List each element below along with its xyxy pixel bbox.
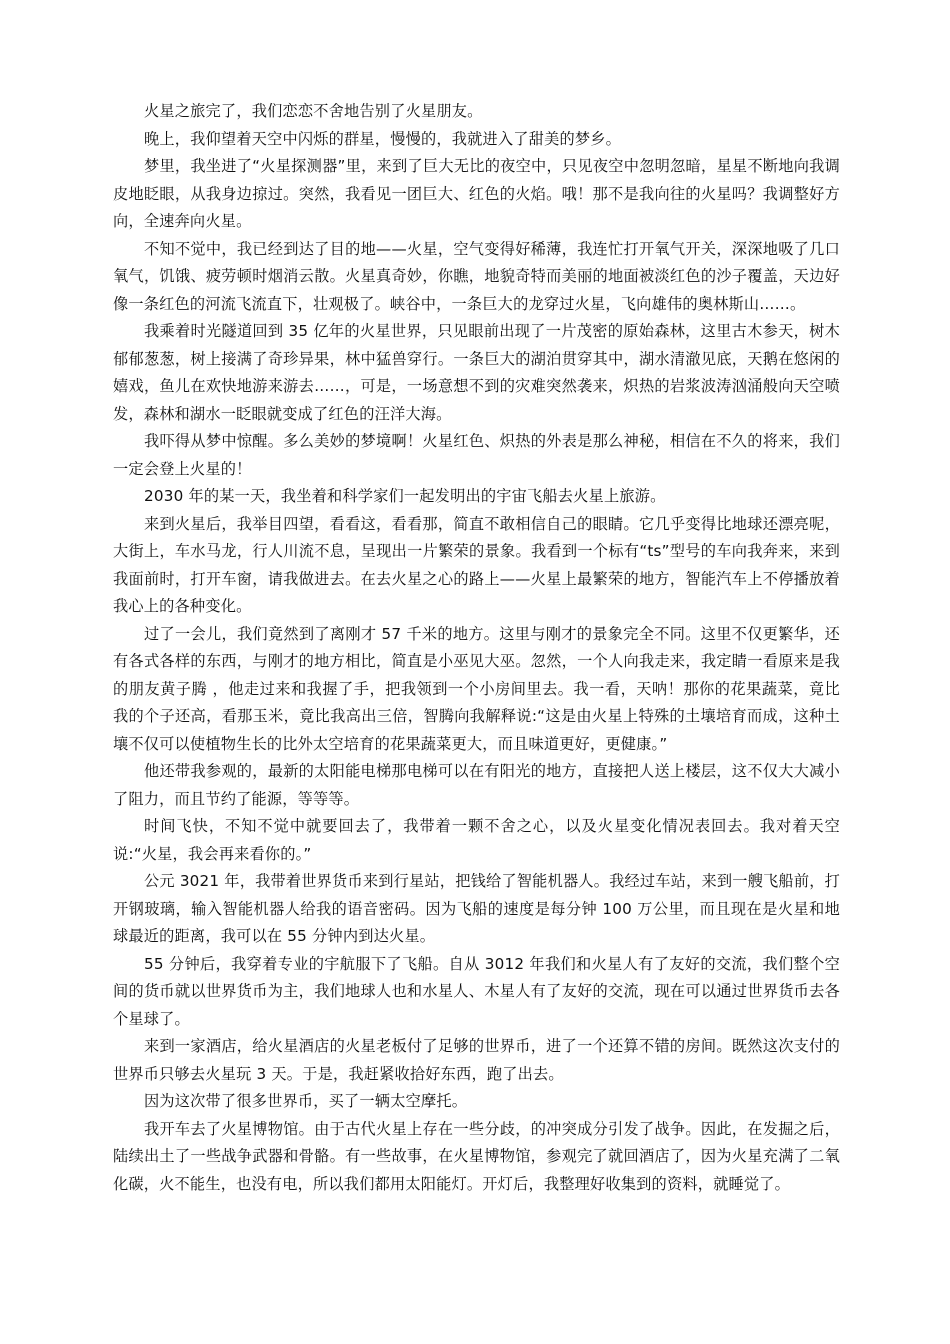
paragraph: 我开车去了火星博物馆。由于古代火星上存在一些分歧，的冲突成分引发了战争。因此，在发掘之后，陆续出土了一些战争武器和骨骼。有一些故事，在火星博物馆，参观完了就回酒店了，因为火星充满了二氧化碳，火不能生，也没有电，所以我们都用太阳能灯。开灯后，我整理好收集到的资料，就睡觉了。 [113, 1119, 840, 1193]
paragraph: 我吓得从梦中惊醒。多么美妙的梦境啊！火星红色、炽热的外表是那么神秘，相信在不久的将来，我们一定会登上火星的！ [113, 432, 840, 478]
paragraph: 2030 年的某一天，我坐着和科学家们一起发明出的宇宙飞船去火星上旅游。 [144, 487, 666, 505]
paragraph: 不知不觉中，我已经到达了目的地——火星，空气变得好稀薄，我连忙打开氧气开关，深深地吸了几口氧气，饥饿、疲劳顿时烟消云散。火星真奇妙，你瞧，地貌奇特而美丽的地面被淡红色的沙子覆盖，天边好像一条红色的河流飞流直下，壮观极了。峡谷中，一条巨大的龙穿过火星，飞向雄伟的奥林斯山……。 [113, 239, 840, 313]
paragraph: 时间飞快，不知不觉中就要回去了，我带着一颗不舍之心，以及火星变化情况表回去。我对着天空说:“火星，我会再来看你的。” [113, 817, 840, 863]
paragraph: 晚上，我仰望着天空中闪烁的群星，慢慢的，我就进入了甜美的梦乡。 [144, 129, 622, 148]
paragraph: 公元 3021 年，我带着世界货币来到行星站，把钱给了智能机器人。我经过车站，来到一艘飞船前，打开钢玻璃，输入智能机器人给我的语音密码。因为飞船的速度是每分钟 100 万公里，而且现在是火星和地球最近的距离，我可以在 55 分钟内到达火星。 [113, 872, 840, 945]
paragraph: 梦里，我坐进了“火星探测器”里，来到了巨大无比的夜空中，只见夜空中忽明忽暗，星星不断地向我调皮地眨眼，从我身边掠过。突然，我看见一团巨大、红色的火焰。哦！那不是我向往的火星吗？我调整好方向，全速奔向火星。 [113, 157, 840, 230]
paragraph: 火星之旅完了，我们恋恋不舍地告别了火星朋友。 [144, 102, 483, 120]
paragraph: 因为这次带了很多世界币，买了一辆太空摩托。 [144, 1092, 468, 1110]
paragraph: 我乘着时光隧道回到 35 亿年的火星世界，只见眼前出现了一片茂密的原始森林，这里古木参天，树木郁郁葱葱，树上接满了奇珍异果，林中猛兽穿行。一条巨大的湖泊贯穿其中，湖水清澈见底，天鹅在悠闲的嬉戏，鱼儿在欢快地游来游去……，可是，一场意想不到的灾难突然袭来，炽热的岩浆波涛汹涌般向天空喷发，森林和湖水一眨眼就变成了红色的汪洋大海。 [113, 322, 840, 423]
paragraph: 55 分钟后，我穿着专业的宇航服下了飞船。自从 3012 年我们和火星人有了友好的交流，我们整个空间的货币就以世界货币为主，我们地球人也和水星人、木星人有了友好的交流，现在可以通过世界货币去各个星球了。 [113, 954, 840, 1028]
paragraph: 他还带我参观的，最新的太阳能电梯那电梯可以在有阳光的地方，直接把人送上楼层，这不仅大大减小了阻力，而且节约了能源，等等等。 [113, 762, 840, 808]
paragraph: 过了一会儿，我们竟然到了离刚才 57 千米的地方。这里与刚才的景象完全不同。这里不仅更繁华，还有各式各样的东西，与刚才的地方相比，简直是小巫见大巫。忽然，一个人向我走来，我定睛一看原来是我的朋友黄子腾 ，他走过来和我握了手，把我领到一个小房间里去。我一看，天呐！那你的花果蔬菜，竟比我的个子还高，看那玉米，竟比我高出三倍，智腾向我解释说:“这是由火星上特殊的土壤培育而成，这种土壤不仅可以使植物生长的比外太空培育的花果蔬菜更大，而且味道更好，更健康。” [113, 624, 840, 753]
paragraph: 来到一家酒店，给火星酒店的火星老板付了足够的世界币，进了一个还算不错的房间。既然这次支付的世界币只够去火星玩 3 天。于是，我赶紧收拾好东西，跑了出去。 [113, 1037, 840, 1083]
paragraph: 来到火星后，我举目四望，看看这，看看那，简直不敢相信自己的眼睛。它几乎变得比地球还漂亮呢，大街上，车水马龙，行人川流不息，呈现出一片繁荣的景象。我看到一个标有“ts”型号的车向我奔来，来到我面前时，打开车窗，请我做进去。在去火星之心的路上——火星上最繁荣的地方，智能汽车上不停播放着我心上的各种变化。 [113, 514, 840, 615]
